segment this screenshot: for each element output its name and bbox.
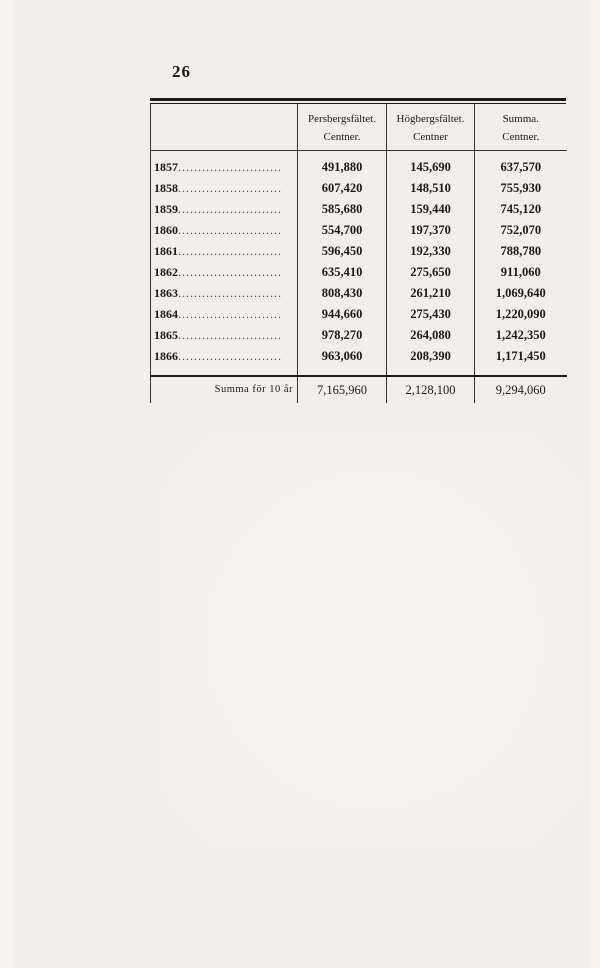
total-persberg: 7,165,960 <box>298 376 387 403</box>
header-hogberg <box>387 104 475 151</box>
leader-dots: .......................... <box>178 265 282 279</box>
row-year <box>151 346 298 367</box>
data-table <box>150 104 567 403</box>
row-hogberg: 264,080 <box>387 325 475 346</box>
row-year <box>151 151 298 179</box>
header-hogberg-title: Högbergsfältet. <box>396 113 465 125</box>
row-year-value: 1864 <box>154 307 178 321</box>
page-number: 26 <box>172 62 191 81</box>
row-year <box>151 283 298 304</box>
header-summa-title: Summa. <box>502 113 539 125</box>
row-persberg: 635,410 <box>298 262 387 283</box>
header-persberg-unit: Centner. <box>323 131 361 143</box>
row-summa: 1,220,090 <box>475 304 567 325</box>
total-hogberg: 2,128,100 <box>387 376 475 403</box>
row-year <box>151 325 298 346</box>
top-rule <box>150 98 566 101</box>
leader-dots: .......................... <box>178 328 282 342</box>
row-hogberg: 275,430 <box>387 304 475 325</box>
table-row <box>151 151 567 179</box>
row-persberg: 808,430 <box>298 283 387 304</box>
header-persberg <box>298 104 387 151</box>
row-persberg: 607,420 <box>298 178 387 199</box>
leader-dots: .......................... <box>178 349 282 363</box>
total-row <box>151 376 567 403</box>
row-year <box>151 199 298 220</box>
table-row <box>151 304 567 325</box>
row-year-value: 1865 <box>154 328 178 342</box>
row-year-value: 1866 <box>154 349 178 363</box>
row-hogberg: 261,210 <box>387 283 475 304</box>
row-year-value: 1861 <box>154 244 178 258</box>
header-row <box>151 104 567 151</box>
row-summa: 755,930 <box>475 178 567 199</box>
row-year <box>151 220 298 241</box>
leader-dots: .......................... <box>178 307 282 321</box>
header-summa-unit: Centner. <box>502 131 540 143</box>
page <box>14 0 590 968</box>
row-year <box>151 178 298 199</box>
leader-dots: .......................... <box>178 244 282 258</box>
row-summa: 788,780 <box>475 241 567 262</box>
row-year-value: 1860 <box>154 223 178 237</box>
table-row <box>151 241 567 262</box>
total-label: Summa för 10 år <box>151 376 298 403</box>
header-hogberg-unit: Centner <box>413 131 448 143</box>
row-hogberg: 145,690 <box>387 151 475 179</box>
row-persberg: 554,700 <box>298 220 387 241</box>
row-year <box>151 241 298 262</box>
row-hogberg: 148,510 <box>387 178 475 199</box>
table-row <box>151 325 567 346</box>
leader-dots: .......................... <box>178 223 282 237</box>
row-year-value: 1862 <box>154 265 178 279</box>
table-row <box>151 283 567 304</box>
row-year-value: 1863 <box>154 286 178 300</box>
table-row <box>151 346 567 367</box>
table-row <box>151 220 567 241</box>
row-persberg: 978,270 <box>298 325 387 346</box>
leader-dots: .......................... <box>178 202 282 216</box>
leader-dots: .......................... <box>178 286 282 300</box>
row-summa: 752,070 <box>475 220 567 241</box>
row-hogberg: 208,390 <box>387 346 475 367</box>
paper-smudge <box>164 430 584 850</box>
leader-dots: .......................... <box>178 160 282 174</box>
header-year <box>151 104 298 151</box>
table-row <box>151 178 567 199</box>
header-summa <box>475 104 567 151</box>
statistics-table <box>150 98 566 403</box>
row-persberg: 585,680 <box>298 199 387 220</box>
row-year <box>151 304 298 325</box>
total-summa: 9,294,060 <box>475 376 567 403</box>
row-hogberg: 159,440 <box>387 199 475 220</box>
row-persberg: 596,450 <box>298 241 387 262</box>
row-persberg: 963,060 <box>298 346 387 367</box>
spacer-row <box>151 367 567 376</box>
row-summa: 745,120 <box>475 199 567 220</box>
row-hogberg: 197,370 <box>387 220 475 241</box>
row-year <box>151 262 298 283</box>
row-summa: 637,570 <box>475 151 567 179</box>
table-row <box>151 199 567 220</box>
row-persberg: 491,880 <box>298 151 387 179</box>
leader-dots: .......................... <box>178 181 282 195</box>
row-hogberg: 192,330 <box>387 241 475 262</box>
row-summa: 911,060 <box>475 262 567 283</box>
header-persberg-title: Persbergsfältet. <box>308 113 376 125</box>
table-row <box>151 262 567 283</box>
row-summa: 1,069,640 <box>475 283 567 304</box>
row-year-value: 1857 <box>154 160 178 174</box>
row-hogberg: 275,650 <box>387 262 475 283</box>
row-summa: 1,242,350 <box>475 325 567 346</box>
row-summa: 1,171,450 <box>475 346 567 367</box>
row-year-value: 1859 <box>154 202 178 216</box>
row-year-value: 1858 <box>154 181 178 195</box>
row-persberg: 944,660 <box>298 304 387 325</box>
